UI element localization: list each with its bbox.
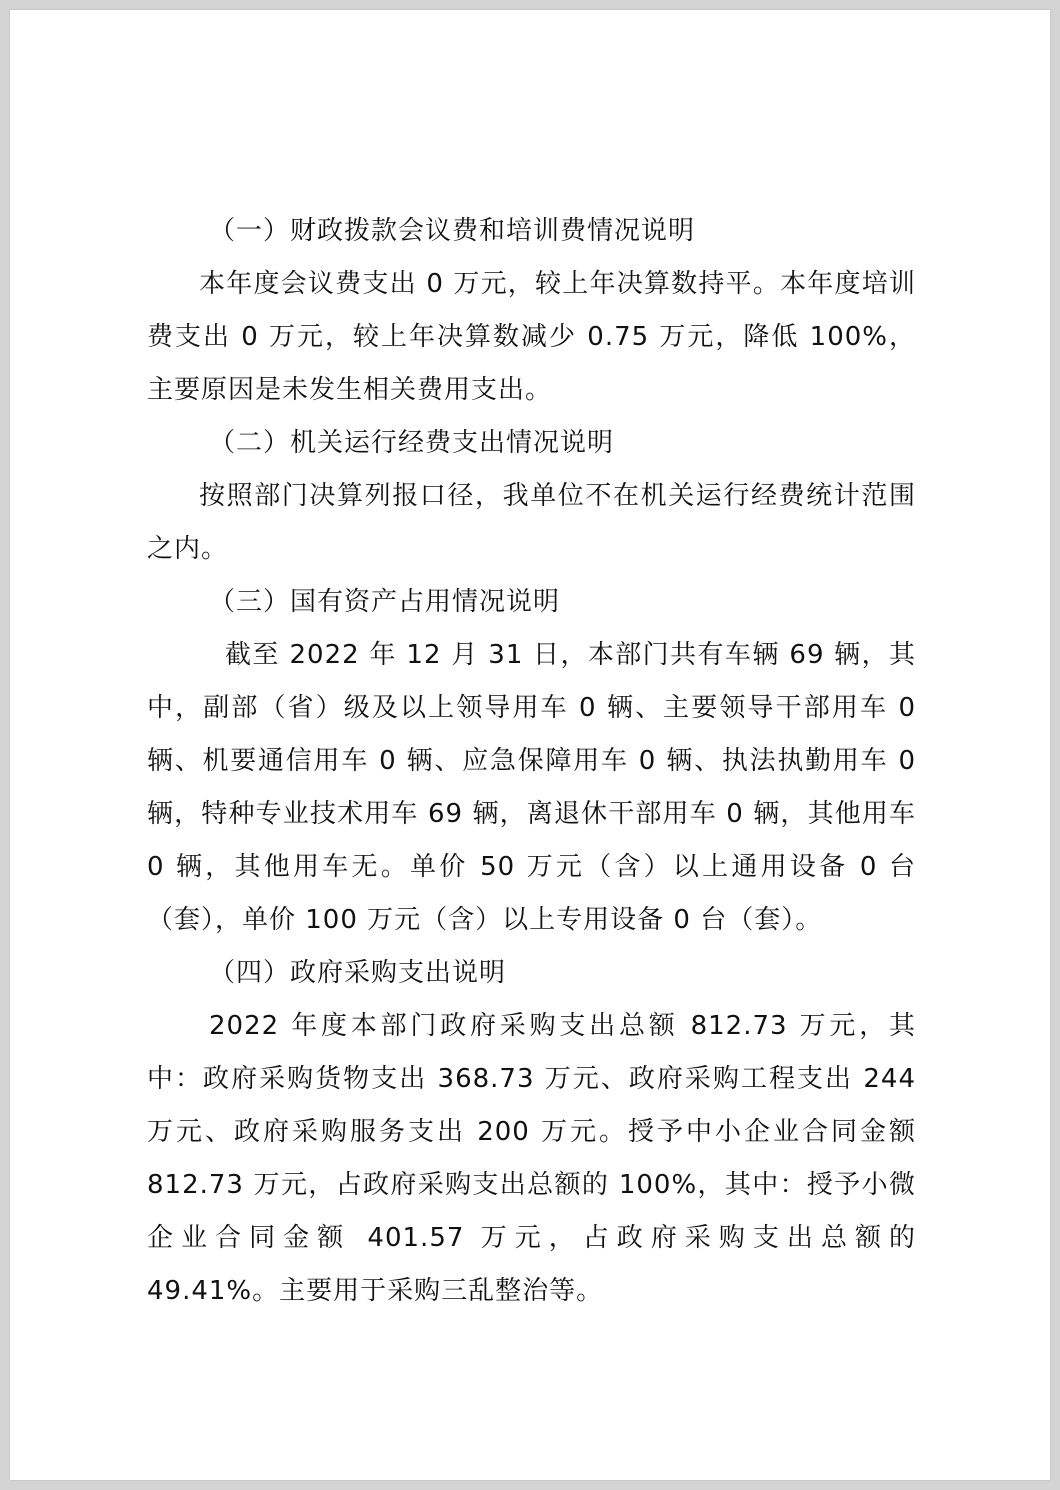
- section-heading-2: （二）机关运行经费支出情况说明: [209, 428, 615, 458]
- section-heading-4: （四）政府采购支出说明: [209, 958, 507, 988]
- section-paragraph-4: 2022 年度本部门政府采购支出总额 812.73 万元，其中：政府采购货物支出 368.73 万元、政府采购工程支出 244 万元、政府采购服务支出 200 万元。授予中小企业合同金额 812.73 万元，占政府采购支出总额的 100%，其中：授予小微企业合同金额 401.57 万元，占政府采购支出总额的 49.41%。主要用于采购三乱整治等。: [147, 1011, 916, 1306]
- section-paragraph-2: 按照部门决算列报口径，我单位不在机关运行经费统计范围之内。: [147, 481, 916, 564]
- document-page: [10, 10, 1050, 1480]
- section-paragraph-3: 截至 2022 年 12 月 31 日，本部门共有车辆 69 辆，其中，副部（省）级及以上领导用车 0 辆、主要领导干部用车 0 辆、机要通信用车 0 辆、应急保障用车 0 辆、执法执勤用车 0 辆，特种专业技术用车 69 辆，离退休干部用车 0 辆，其他用车 0 辆，其他用车无。单价 50 万元（含）以上通用设备 0 台（套），单价 100 万元（含）以上专用设备 0 台（套）。: [147, 640, 916, 935]
- section-heading-1: （一）财政拨款会议费和培训费情况说明: [209, 216, 696, 246]
- document-body: [147, 205, 916, 1318]
- section-heading-3: （三）国有资产占用情况说明: [209, 587, 561, 617]
- section-paragraph-1: 本年度会议费支出 0 万元，较上年决算数持平。本年度培训费支出 0 万元，较上年决算数减少 0.75 万元，降低 100%，主要原因是未发生相关费用支出。: [147, 269, 916, 405]
